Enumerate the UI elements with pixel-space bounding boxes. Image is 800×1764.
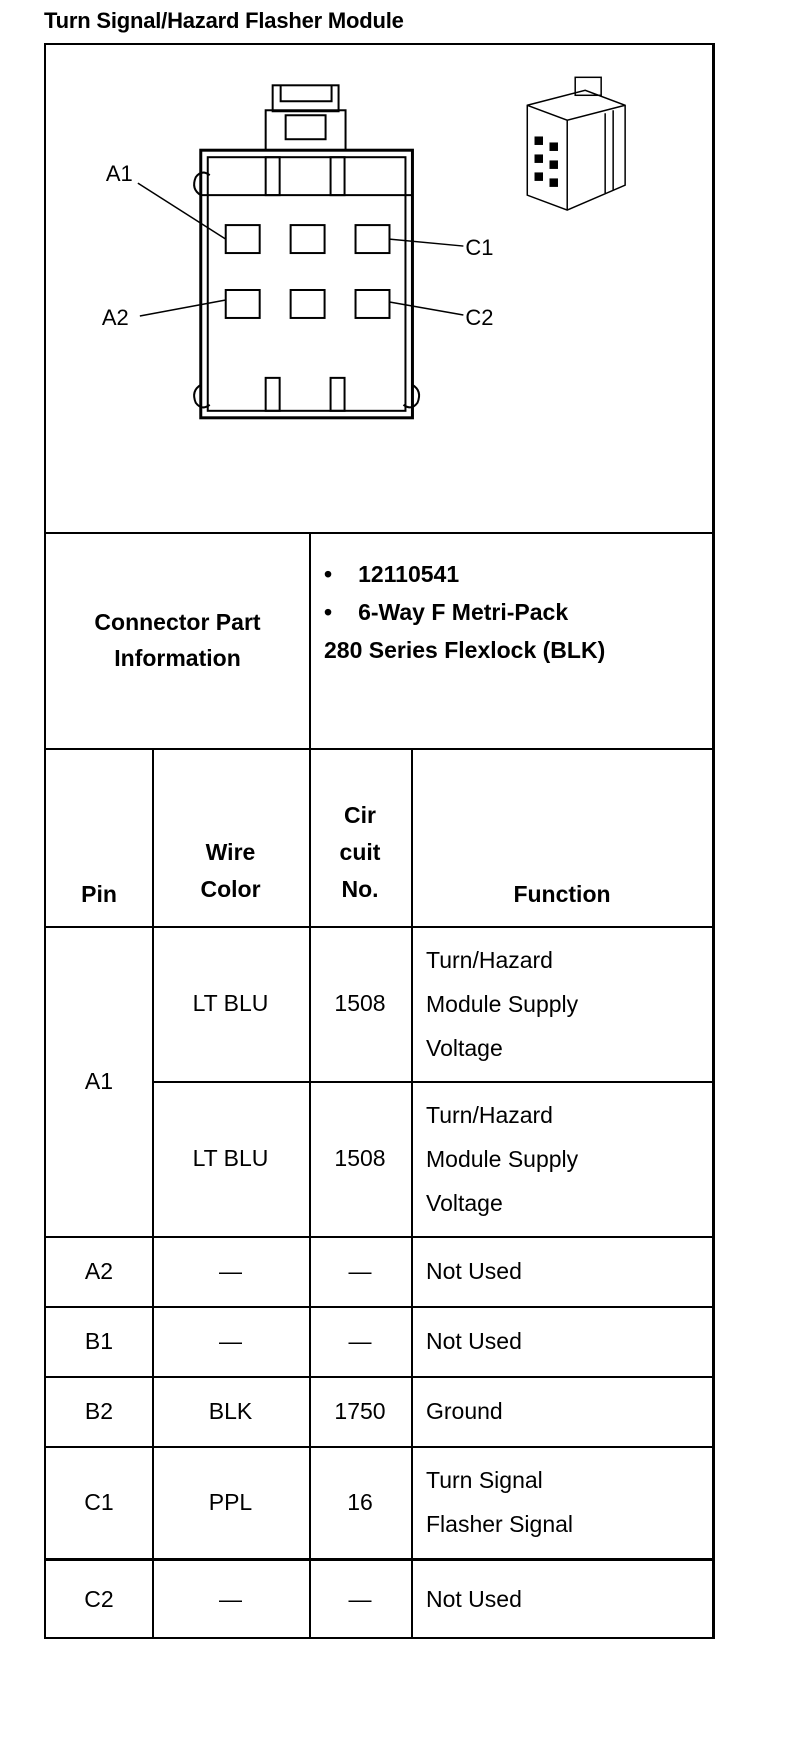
connector-info-label (46, 532, 309, 748)
pin-label-A2: A2 (101, 304, 129, 330)
cavity-B1 (291, 225, 325, 253)
pin-label-C1: C1 (465, 235, 494, 261)
connector-info-label-line2: Information (114, 645, 241, 671)
header-circuit-line3: No. (341, 876, 379, 902)
header-wire-color-line1: Wire (205, 839, 256, 865)
bullet: • (324, 599, 333, 625)
cell-wire-color: LT BLU (192, 1145, 269, 1171)
cell-wire-color: LT BLU (192, 990, 269, 1016)
cell-wire-color: PPL (208, 1488, 253, 1515)
cell-circuit: 16 (347, 1488, 373, 1515)
cell-circuit: — (348, 1585, 372, 1612)
header-circuit-line1: Cir (344, 802, 376, 828)
cell-circuit: 1508 (334, 1145, 386, 1171)
connector-info-values (324, 555, 704, 669)
bullet: • (324, 561, 333, 587)
cell-circuit: 1508 (334, 990, 386, 1016)
cell-pin: B2 (84, 1397, 114, 1424)
function-line: Module Supply (426, 990, 579, 1017)
cell-wire-color: BLK (208, 1397, 253, 1424)
function-line: Turn Signal (426, 1467, 543, 1493)
function-line: Voltage (426, 1034, 503, 1061)
connector-diagram (46, 45, 712, 532)
cell-circuit: — (348, 1257, 372, 1284)
function-line: Turn/Hazard (426, 1101, 553, 1128)
function-line: Flasher Signal (426, 1511, 574, 1537)
connector-info-label-line1: Connector Part (94, 609, 261, 635)
cell-pin: A1 (84, 1067, 114, 1094)
cell-circuit: 1750 (334, 1397, 386, 1424)
cell-pin: C2 (84, 1585, 114, 1612)
cell-function: Not Used (426, 1327, 522, 1354)
cell-circuit: — (348, 1327, 372, 1354)
cell-pin: C1 (84, 1488, 114, 1515)
function-line: Turn/Hazard (426, 946, 553, 973)
cell-function (411, 1081, 713, 1236)
pin-label-A1: A1 (105, 161, 133, 187)
connector-sheet (44, 43, 715, 1639)
cell-function (411, 1446, 713, 1558)
connector-face-icon (138, 85, 464, 418)
cell-function: Not Used (426, 1257, 522, 1284)
header-circuit (309, 748, 411, 926)
cell-function: Ground (426, 1397, 503, 1424)
connector-isometric-icon (527, 77, 625, 210)
function-line: Module Supply (426, 1145, 579, 1172)
connector-series: 280 Series Flexlock (BLK) (324, 637, 606, 663)
function-line: Voltage (426, 1189, 503, 1216)
page-title: Turn Signal/Hazard Flasher Module (44, 8, 404, 33)
cavity-A2 (226, 290, 260, 318)
header-wire-color (152, 748, 309, 926)
cavity-C2 (356, 290, 390, 318)
cavity-A1 (226, 225, 260, 253)
cell-wire-color: — (219, 1257, 242, 1284)
cell-wire-color: — (219, 1585, 242, 1612)
cell-pin: A2 (84, 1257, 114, 1284)
cavity-B2 (291, 290, 325, 318)
header-pin: Pin (81, 881, 117, 907)
cell-pin: B1 (84, 1327, 114, 1354)
header-wire-color-line2: Color (200, 876, 261, 902)
cavity-C1 (356, 225, 390, 253)
part-number: 12110541 (358, 561, 460, 587)
pin-label-C2: C2 (465, 304, 494, 330)
cell-function (411, 926, 713, 1081)
header-function: Function (513, 881, 611, 907)
connector-type: 6-Way F Metri-Pack (358, 599, 569, 625)
cell-wire-color: — (219, 1327, 242, 1354)
cell-function: Not Used (426, 1585, 522, 1612)
header-circuit-line2: cuit (339, 839, 381, 865)
